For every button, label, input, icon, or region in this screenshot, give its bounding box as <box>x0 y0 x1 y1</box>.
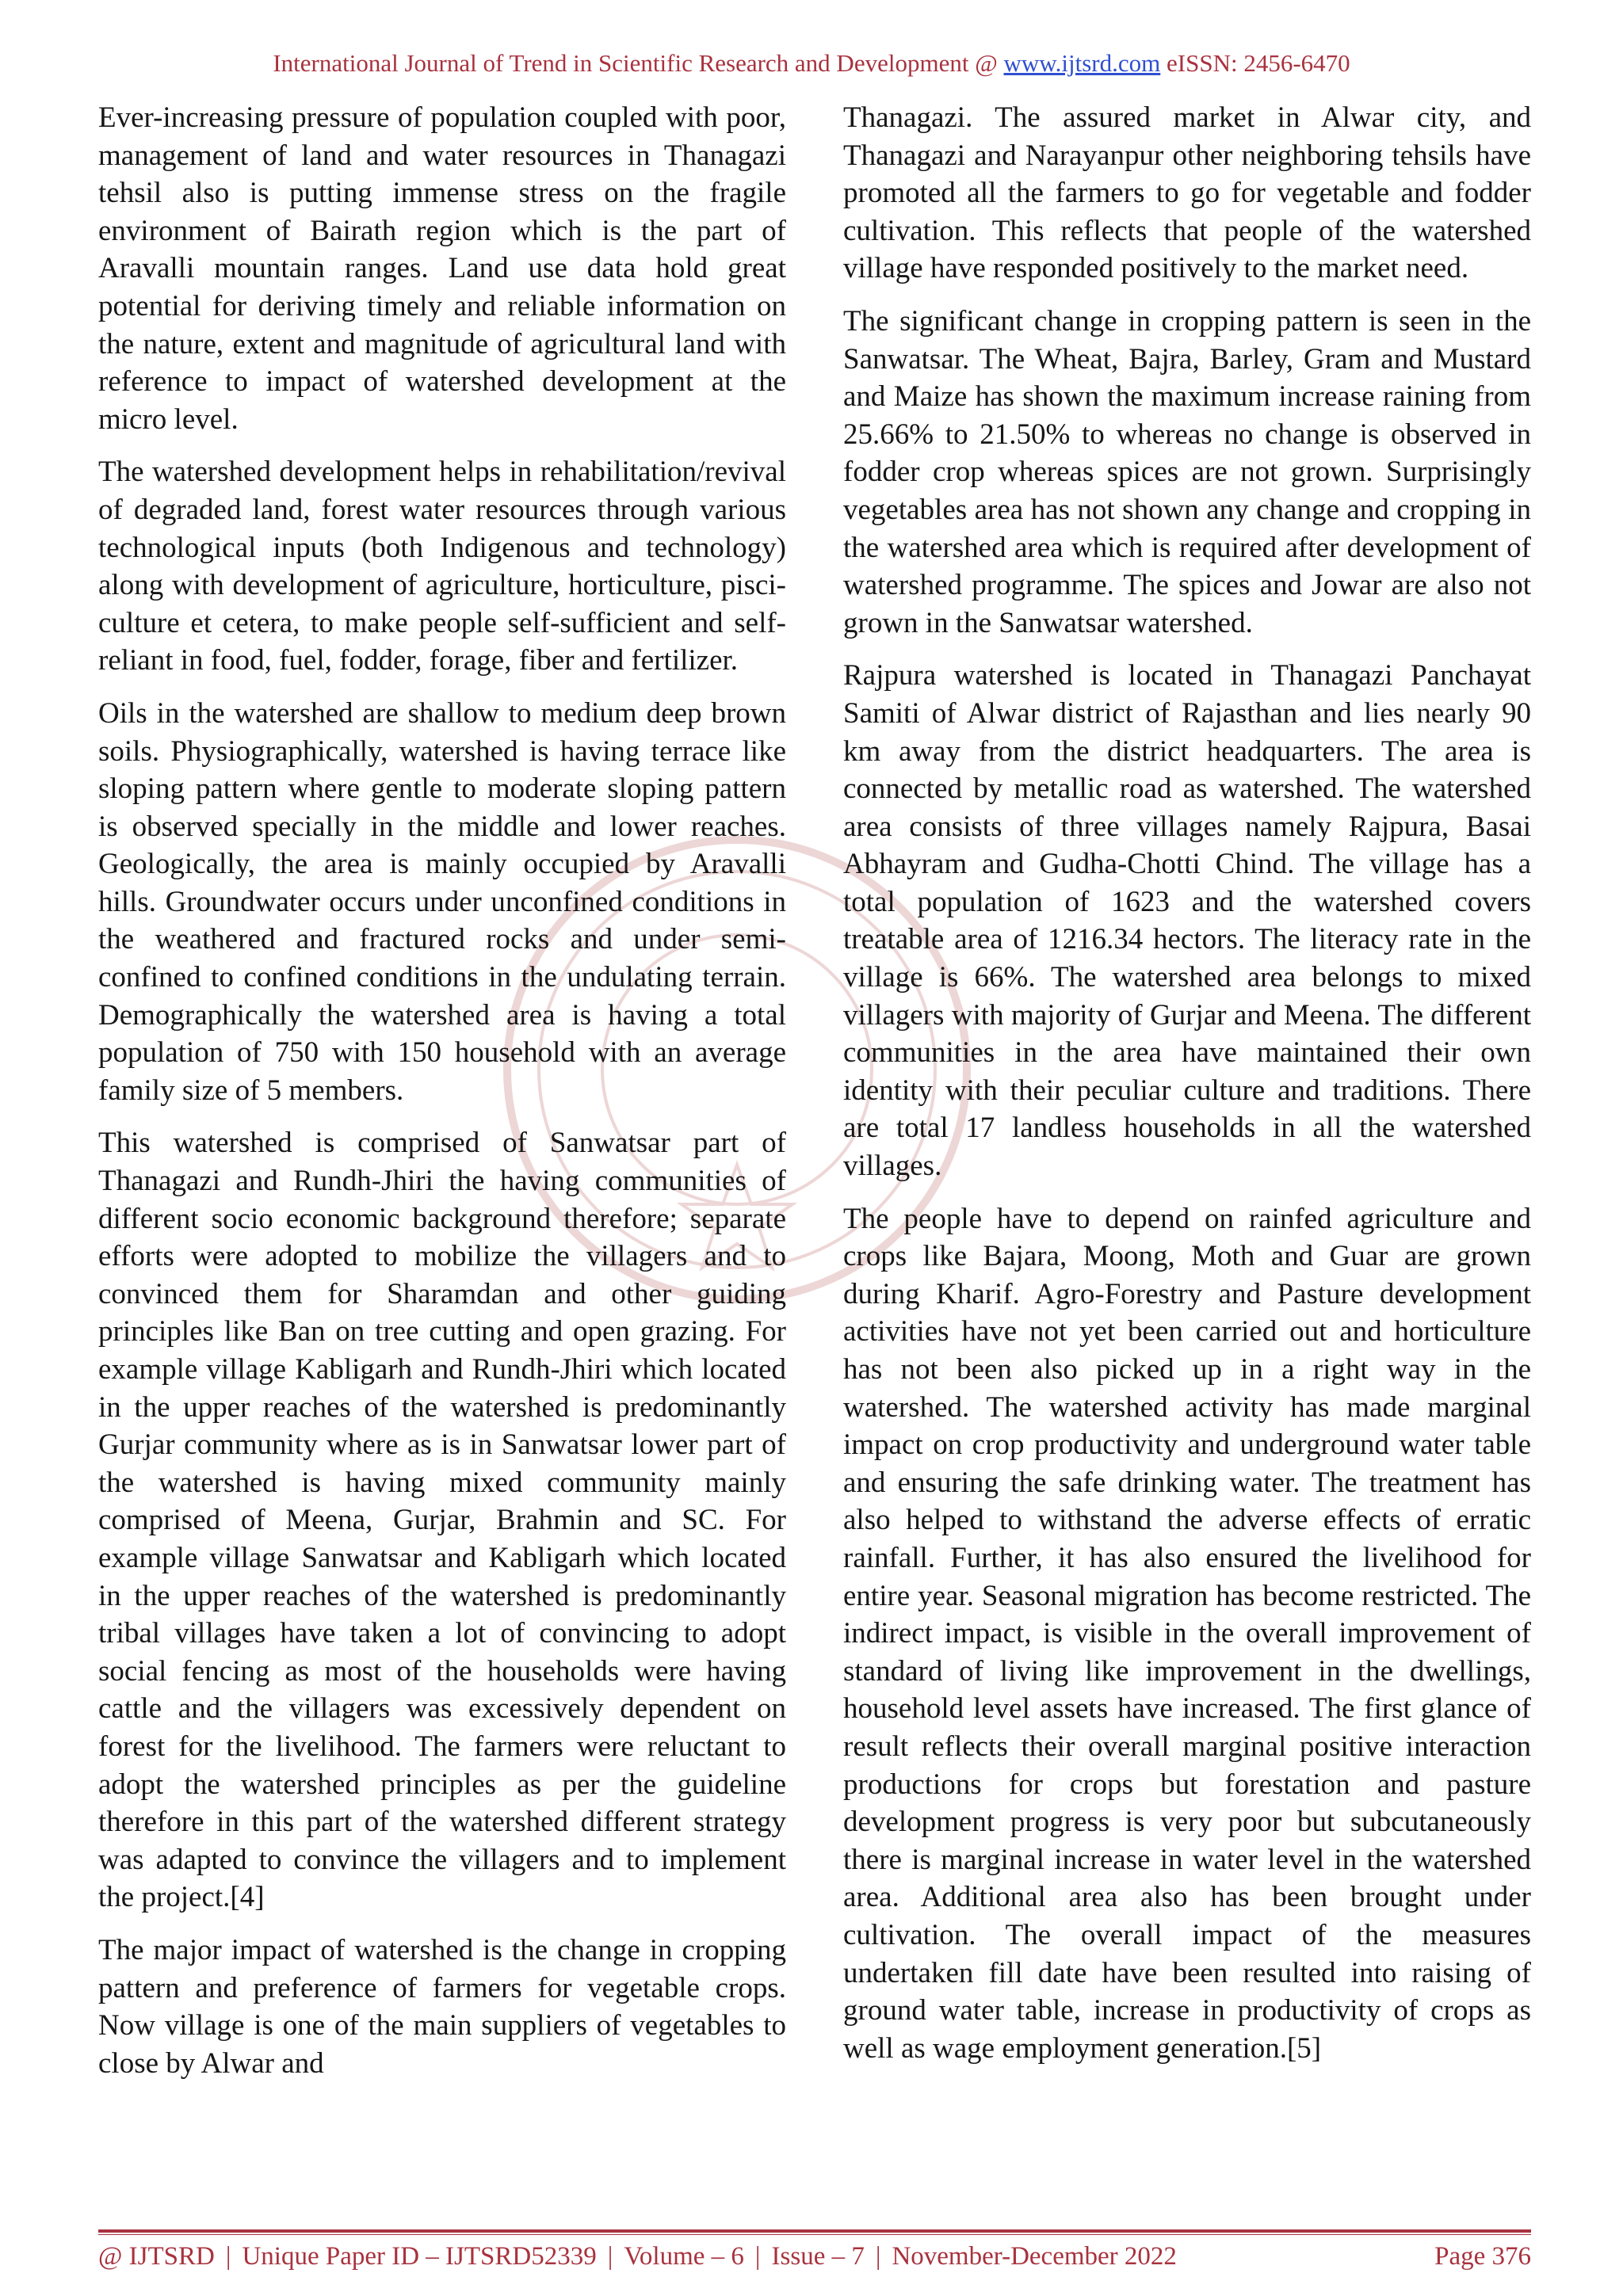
footer-divider <box>98 2229 1531 2233</box>
footer-copyright: @ IJTSRD <box>98 2242 215 2271</box>
footer-meta: @ IJTSRD | Unique Paper ID – IJTSRD52339 | Volume – 6 | Issue – 7 | November-December 2022 <box>98 2242 1177 2271</box>
paragraph: Rajpura watershed is located in Thanagazi Panchayat Samiti of Alwar district of Rajasthan and lies nearly 90 km away from the district headquarters. The area is connected by metallic road as watershed. The watershed area consists of three villages namely Rajpura, Basai Abhayram and Gudha-Chotti Chind. The village has a total population of 1623 and the watershed covers treatable area of 1216.34 hectors. The literacy rate in the village is 66%. The watershed area belongs to mixed villagers with majority of Gurjar and Meena. The different communities in the area have maintained their own identity with their peculiar culture and traditions. There are total 17 landless households in all the watershed villages. <box>843 659 1531 1183</box>
left-column <box>98 99 786 2097</box>
paragraph: The significant change in cropping pattern is seen in the Sanwatsar. The Wheat, Bajra, Barley, Gram and Mustard and Maize has shown the maximum increase raining from 25.66% to 21.50% to whereas no change is observed in fodder crop whereas spices are not grown. Surprisingly vegetables area has not shown any change and cropping in the watershed area which is required after development of watershed programme. The spices and Jowar are also not grown in the Sanwatsar watershed. <box>843 304 1531 639</box>
paragraph: The watershed development helps in rehabilitation/revival of degraded land, forest water resources through various technological inputs (both Indigenous and technology) along with development of agriculture, horticulture, pisci-culture et cetera, to make people self-sufficient and self-reliant in food, fuel, fodder, forage, fiber and fertilizer. <box>98 456 786 677</box>
paragraph: This watershed is comprised of Sanwatsar part of Thanagazi and Rundh-Jhiri the having communities of different socio economic background therefore; separate efforts were adopted to mobilize the villagers and to convinced them for Sharamdan and other guiding principles like Ban on tree cutting and open grazing. For example village Kabligarh and Rundh-Jhiri which located in the upper reaches of the watershed is predominantly Gurjar community where as is in Sanwatsar lower part of the watershed is having mixed community mainly comprised of Meena, Gurjar, Brahmin and SC. For example village Sanwatsar and Kabligarh which located in the upper reaches of the watershed is predominantly tribal villages have taken a lot of convincing to adopt social fencing as most of the households were having cattle and the villagers was excessively dependent on forest for the livelihood. The farmers were reluctant to adopt the watershed principles as per the guideline therefore in this part of the watershed different strategy was adapted to convince the villagers and to implement the project.[4] <box>98 1127 786 1914</box>
right-column <box>843 99 1531 2082</box>
running-footer <box>98 2242 1531 2271</box>
footer-paper-id: Unique Paper ID – IJTSRD52339 <box>242 2242 597 2271</box>
paragraph: Oils in the watershed are shallow to medium deep brown soils. Physiographically, watershed is having terrace like sloping pattern where gentle to moderate sloping pattern is observed specially in the middle and lower reaches. Geologically, the area is mainly occupied by Aravalli hills. Groundwater occurs under unconfined conditions in the weathered and fractured rocks and under semi-confined to confined conditions in the undulating terrain. Demographically the watershed area is having a total population of 750 with 150 household with an average family size of 5 members. <box>98 696 786 1107</box>
page-number: Page 376 <box>1434 2242 1531 2271</box>
running-header <box>0 49 1623 78</box>
footer-divider-thin <box>98 2234 1531 2235</box>
paragraph: Ever-increasing pressure of population coupled with poor, management of land and water resources in Thanagazi tehsil also is putting immense stress on the fragile environment of Bairath region which is the part of Aravalli mountain ranges. Land use data hold great potential for deriving timely and reliable information on the nature, extent and magnitude of agricultural land with reference to impact of watershed development at the micro level. <box>98 101 786 436</box>
footer-date: November-December 2022 <box>892 2242 1177 2271</box>
footer-volume: Volume – 6 <box>624 2242 744 2271</box>
paragraph: Thanagazi. The assured market in Alwar city, and Thanagazi and Narayanpur other neighboring tehsils have promoted all the farmers to go for vegetable and fodder cultivation. This reflects that people of the watershed village have responded positively to the market need. <box>843 101 1531 285</box>
journal-title: International Journal of Trend in Scientific Research and Development @ <box>273 49 998 77</box>
footer-issue: Issue – 7 <box>771 2242 865 2271</box>
journal-url-link[interactable]: www.ijtsrd.com <box>1003 49 1161 77</box>
paragraph: The major impact of watershed is the change in cropping pattern and preference of farmers for vegetable crops. Now village is one of the main suppliers of vegetables to close by Alwar and <box>98 1933 786 2080</box>
journal-issn: eISSN: 2456-6470 <box>1167 49 1350 77</box>
paragraph: The people have to depend on rainfed agriculture and crops like Bajara, Moong, Moth and Guar are grown during Kharif. Agro-Forestry and Pasture development activities have not yet been carried out and horticulture has not been also picked up in a right way in the watershed. The watershed activity has made marginal impact on crop productivity and underground water table and ensuring the safe drinking water. The treatment has also helped to withstand the adverse effects of erratic rainfall. Further, it has also ensured the livelihood for entire year. Seasonal migration has become restricted. The indirect impact, is visible in the overall improvement of standard of living like improvement in the dwellings, household level assets have increased. The first glance of result reflects their overall marginal positive interaction productions for crops but forestation and pasture development progress is very poor but subcutaneously there is marginal increase in water level in the watershed area. Additional area also has been brought under cultivation. The overall impact of the measures undertaken fill date have been resulted into raising of ground water table, increase in productivity of crops as well as wage employment generation.[5] <box>843 1202 1531 2065</box>
